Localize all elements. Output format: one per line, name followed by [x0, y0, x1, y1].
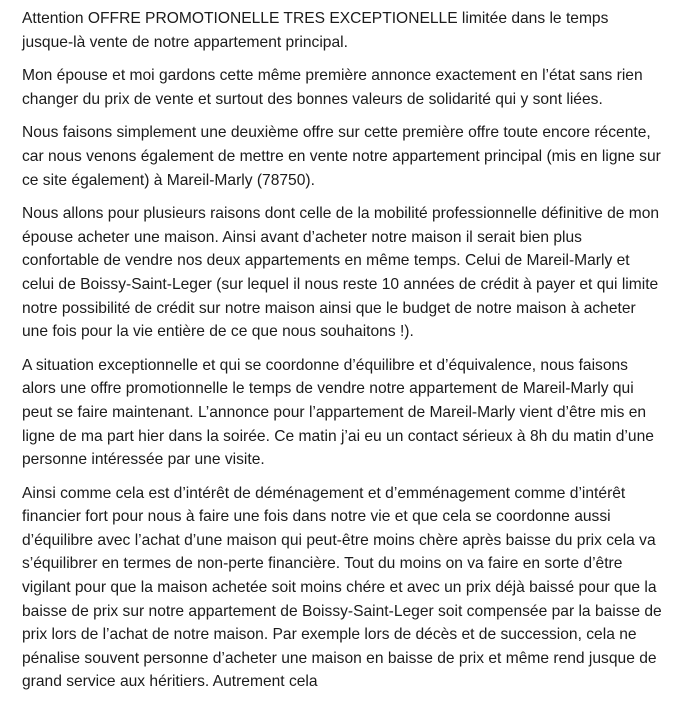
paragraph-offer-notice: Attention OFFRE PROMOTIONELLE TRES EXCEPTIONELLE limitée dans le temps jusque-là vente de notre appartement principal. [22, 10, 609, 51]
document-body [22, 7, 662, 704]
paragraph-financial-balance: Ainsi comme cela est d’intérêt de déménagement et d’emménagement comme d’intérêt financier fort pour nous à faire une fois dans notre vie et que cela se coordonne aussi d’équilibre avec l’achat d’une maison qui peut-être moins chère après baisse du prix cela va s’équilibrer en termes de non-perte financière. Tout du moins on va faire en sorte d’être vigilant pour que la maison achetée soit moins chére et avec un prix déjà baissé pour que la baisse de prix sur notre appartement de Boissy-Saint-Leger soit compensée par la baisse de prix lors de l’achat de notre maison. Par exemple lors de décès et de succession, cela ne pénalise souvent personne d’acheter une maison en baisse de prix et même rend jusque de grand service aux héritiers. Autrement cela [22, 484, 662, 691]
paragraph-house-purchase: Nous allons pour plusieurs raisons dont celle de la mobilité professionnelle définitive de mon épouse acheter une maison. Ainsi avant d’acheter notre maison il serait bien plus confortable de vendre nos deux appartements en même temps. Celui de Mareil-Marly et celui de Boissy-Saint-Leger (sur lequel il nous reste 10 années de crédit à payer et qui limite notre possibilité de crédit sur notre maison ainsi que le budget de notre maison à acheter une fois pour la vie entière de ce que nous souhaitons !). [22, 205, 660, 341]
paragraph-second-offer: Nous faisons simplement une deuxième offre sur cette première offre toute encore récente, car nous venons également de mettre en vente notre appartement principal (mis en ligne sur ce site également) à Mareil-Marly (78750). [22, 124, 661, 189]
paragraph-first-listing: Mon épouse et moi gardons cette même première annonce exactement en l’état sans rien changer du prix de vente et surtout des bonnes valeurs de solidarité qui y sont liées. [22, 67, 643, 108]
paragraph-promotional-offer: A situation exceptionnelle et qui se coordonne d’équilibre et d’équivalence, nous faisons alors une offre promotionnelle le temps de vendre notre appartement de Mareil-Marly qui peut se faire maintenant. L’annonce pour l’appartement de Mareil-Marly vient d’être mis en ligne de ma part hier dans la soirée. Ce matin j’ai eu un contact sérieux à 8h du matin d’une personne intéressée par une visite. [22, 356, 654, 469]
